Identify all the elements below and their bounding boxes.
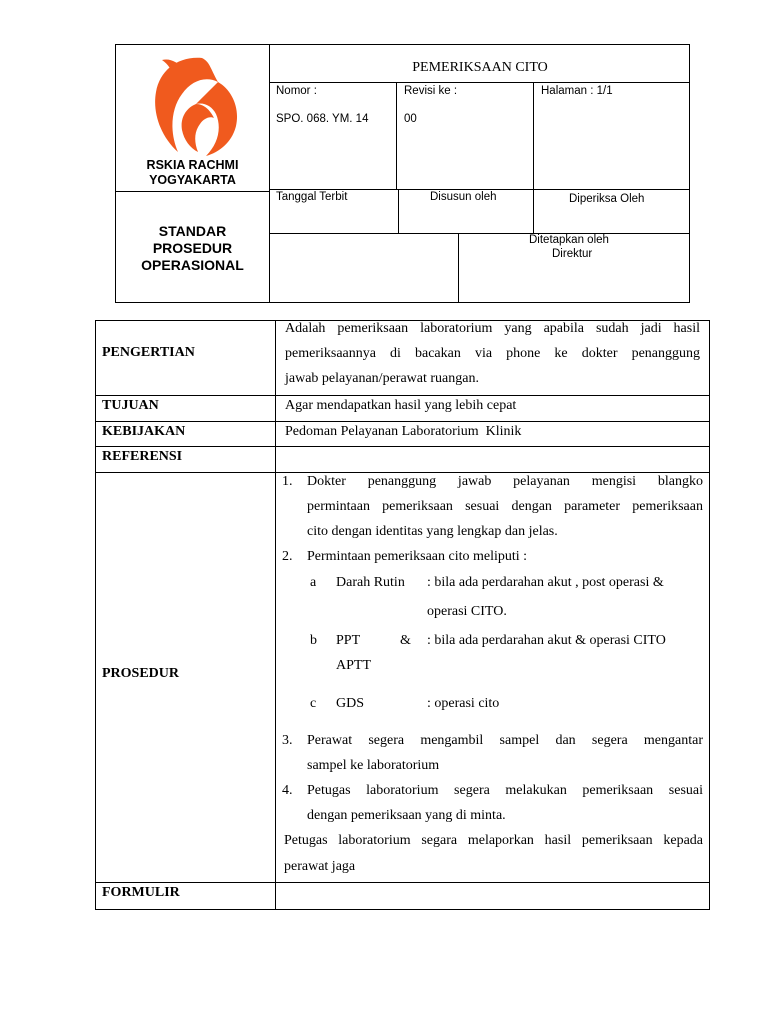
org-city-line: YOGYAKARTA [149,173,236,187]
table-divider [275,320,276,910]
sub-item-name: & [400,633,411,648]
prosedur-line: cito dengan identitas yang lengkap dan jelas. [307,524,558,539]
header-divider [398,189,399,234]
prosedur-line: dengan pemeriksaan yang di minta. [307,808,506,823]
sub-item-desc: operasi CITO. [427,604,507,619]
sub-item-name: Darah Rutin [336,575,405,590]
tujuan-label: TUJUAN [102,398,159,413]
pengertian-line: Adalah pemeriksaan laboratorium yang apabila sudah jadi hasil [285,321,700,336]
header-divider [533,189,534,234]
prosedur-line: Dokter penanggung jawab pelayanan mengisi blangko [307,474,703,489]
referensi-label: REFERENSI [102,449,183,464]
sub-item-name: GDS [336,696,365,711]
table-divider [95,882,710,883]
header-divider [533,82,534,190]
document-title: PEMERIKSAAN CITO [412,60,548,75]
table-divider [95,446,710,447]
pengertian-line: jawab pelayanan/perawat ruangan. [285,371,479,386]
sub-item-name: PPT [336,633,361,648]
item-number: 3. [282,733,293,748]
sub-letter: c [310,696,317,711]
spo-line: OPERASIONAL [141,257,244,273]
sub-item-desc: : operasi cito [427,696,500,711]
prosedur-label: PROSEDUR [102,666,180,681]
prosedur-line: Petugas laboratorium segera melakukan pemeriksaan sesuai [307,783,703,798]
prosedur-closing-line: perawat jaga [284,859,356,874]
prosedur-line: sampel ke laboratorium [307,758,440,773]
item-number: 1. [282,474,293,489]
header-divider [115,191,270,192]
kebijakan-text: Pedoman Pelayanan Laboratorium Klinik [285,424,522,439]
ditetapkan-oleh-label: Ditetapkan oleh [529,234,609,246]
table-divider [95,395,710,396]
prosedur-line: Perawat segera mengambil sampel dan segera mengantar [307,733,703,748]
prosedur-line: permintaan pemeriksaan sesuai dengan parameter pemeriksaan [307,499,703,514]
kebijakan-label: KEBIJAKAN [102,424,186,439]
sub-item-desc: : bila ada perdarahan akut & operasi CITO [427,633,666,648]
header-divider [269,233,690,234]
organization-name [115,158,270,188]
header-divider [269,82,690,83]
pengertian-label: PENGERTIAN [102,345,195,360]
hospital-logo [148,54,244,158]
halaman-label: Halaman : 1/1 [541,85,613,97]
tanggal-terbit-label: Tanggal Terbit [276,191,348,203]
table-divider [95,421,710,422]
direktur-label: Direktur [552,248,593,260]
sub-item-desc: : bila ada perdarahan akut , post operasi & [427,575,664,590]
sub-letter: b [310,633,317,648]
revisi-value: 00 [404,113,417,125]
disusun-oleh-label: Disusun oleh [430,191,497,203]
tujuan-text: Agar mendapatkan hasil yang lebih cepat [285,398,517,413]
nomor-value: SPO. 068. YM. 14 [276,113,369,125]
header-divider [396,82,397,190]
sub-item-name: APTT [336,658,371,673]
revisi-label: Revisi ke : [404,85,458,97]
diperiksa-oleh-label: Diperiksa Oleh [569,193,645,205]
nomor-label: Nomor : [276,85,317,97]
org-name-line: RSKIA RACHMI [146,158,239,172]
spo-line: PROSEDUR [152,240,233,256]
header-divider [458,233,459,303]
prosedur-line: Permintaan pemeriksaan cito meliputi : [307,549,528,564]
pengertian-line: pemeriksaannya di bacakan via phone ke dokter penanggung [285,346,700,361]
sub-letter: a [310,575,317,590]
header-divider [269,189,690,190]
item-number: 2. [282,549,293,564]
document-type [115,223,270,274]
item-number: 4. [282,783,293,798]
spo-line: STANDAR [158,223,227,239]
formulir-label: FORMULIR [102,885,180,900]
table-divider [95,472,710,473]
prosedur-closing-line: Petugas laboratorium segara melaporkan hasil pemeriksaan kepada [284,833,703,848]
